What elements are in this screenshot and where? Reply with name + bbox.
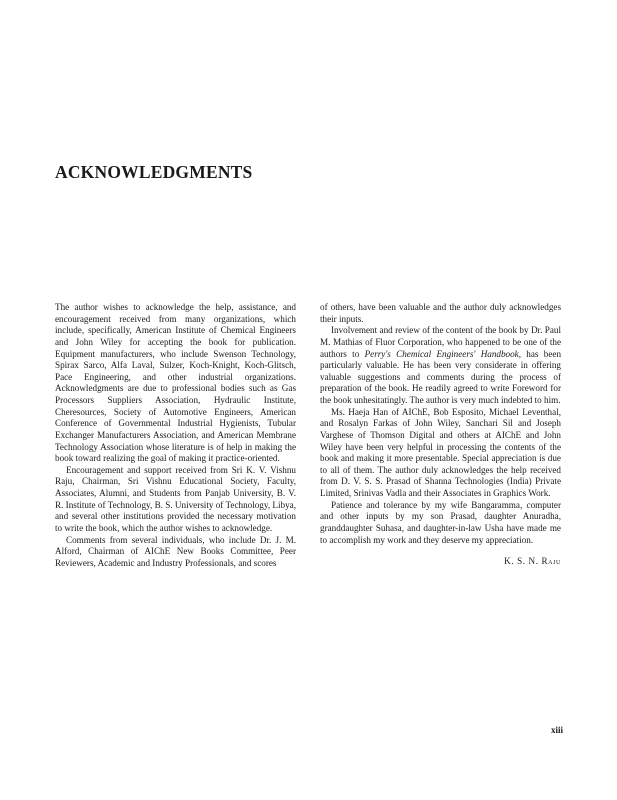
page-number: xiii xyxy=(550,725,563,735)
right-column xyxy=(320,302,561,568)
author-signature: K. S. N. Raju xyxy=(504,556,561,567)
involvement-text-start: Involvement and review of the content of the book by Dr. Paul M. Mathias of Fluor Corporation, who happened to be one of the authors to xyxy=(320,325,561,359)
paragraph-thanks: Ms. Haeja Han of AIChE, Bob Esposito, Michael Leventhal, and Rosalyn Farkas of John Wiley, Sanchari Sil and Joseph Varghese of Thomson Digital and others at AIChE and John Wiley have been very helpful in processing the contents of the book and making it more presentable. Special appreciation is due to all of them. The author duly acknowledges the help received from D. V. S. S. Prasad of Shanna Technologies (India) Private Limited, Srinivas Vadla and their Associates in Graphics Work. xyxy=(320,406,561,498)
page-title: ACKNOWLEDGMENTS xyxy=(55,162,253,182)
paragraph-family: Patience and tolerance by my wife Bangaramma, computer and other inputs by my son Prasad, daughter Anuradha, granddaughter Suhasa, and daughter-in-law Usha have made me to accomplish my work and they deserve my appreciation. xyxy=(320,499,561,545)
left-column xyxy=(55,302,296,569)
paragraph-involvement xyxy=(320,325,561,406)
paragraph-encouragement: Encouragement and support received from Sri K. V. Vishnu Raju, Chairman, Sri Vishnu Educational Society, Faculty, Associates, Alumni, and Students from Panjab University, B. V. R. Institute of Technology, B. S. University of Technology, Libya, and several other institutions provided the necessary motivation to write the book, which the author wishes to acknowledge. xyxy=(55,464,296,533)
book-title-italic: Perry's Chemical Engineers' Handbook xyxy=(364,348,519,359)
involvement-text-end: , has been particularly valuable. He has been very considerate in offering valuable suggestions and comments during the process of preparation of the book. He readily agreed to write Foreword for the book unhesitatingly. The author is very much indebted to him. xyxy=(320,348,562,405)
paragraph-comments: Comments from several individuals, who include Dr. J. M. Alford, Chairman of AIChE New Books Committee, Peer Reviewers, Academic and Industry Professionals, and scores xyxy=(55,534,296,568)
paragraph-organizations: The author wishes to acknowledge the help, assistance, and encouragement received from many organizations, which include, specifically, American Institute of Chemical Engineers and John Wiley for accepting the book for publication. Equipment manufacturers, who include Swenson Technology, Spirax Sarco, Alfa Laval, Sulzer, Koch-Knight, Koch-Glitsch, Pace Engineering, and other industrial organizations. Acknowledgments are due to professional bodies such as Gas Processors Suppliers Association, Hydraulic Institute, Cheresources, Society of Automotive Engineers, American Conference of Governmental Industrial Hygienists, Tubular Exchanger Manufacturers Association, and American Membrane Technology Association whose literature is of help in making the book toward realizing the goal of making it practice-oriented. xyxy=(55,302,296,464)
paragraph-comments-continued: of others, have been valuable and the author duly acknowledges their inputs. xyxy=(320,302,561,324)
